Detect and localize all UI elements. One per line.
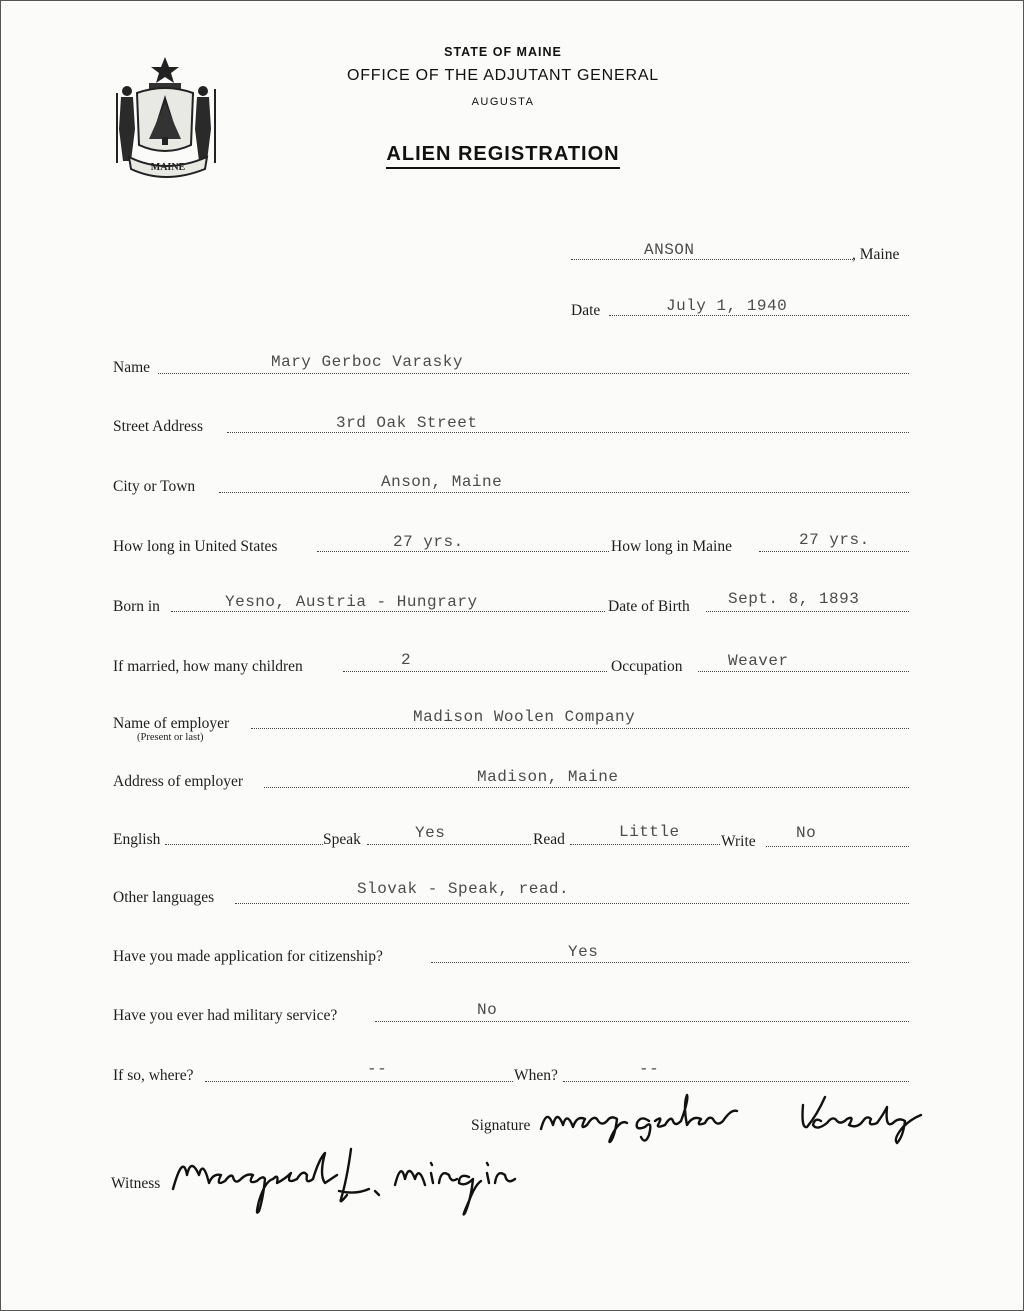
born-in-label: Born in [113, 598, 160, 615]
write-line [766, 846, 909, 847]
speak-line [367, 844, 531, 845]
when-label: When? [514, 1067, 558, 1084]
read-line [570, 844, 720, 845]
born-in-value: Yesno, Austria - Hungrary [225, 593, 478, 611]
citizenship-label: Have you made application for citizenship? [113, 948, 383, 965]
citizenship-value: Yes [568, 943, 599, 961]
read-value: Little [619, 823, 680, 841]
date-of-birth-line [706, 611, 909, 612]
speak-value: Yes [415, 824, 446, 842]
english-label: English [113, 831, 161, 848]
name-value: Mary Gerboc Varasky [271, 353, 463, 371]
svg-text:MAINE: MAINE [150, 162, 186, 173]
city-value: Anson, Maine [381, 473, 503, 491]
how-long-us-label: How long in United States [113, 538, 278, 555]
form-title: ALIEN REGISTRATION [0, 143, 1015, 166]
witness-handwriting [169, 1139, 519, 1219]
when-line [563, 1081, 909, 1082]
witness-label: Witness [111, 1175, 161, 1192]
street-value: 3rd Oak Street [336, 414, 478, 432]
state-heading: STATE OF MAINE [444, 45, 562, 59]
speak-label: Speak [323, 831, 361, 848]
city-label: City or Town [113, 478, 196, 495]
read-label: Read [533, 831, 565, 848]
how-long-us-value: 27 yrs. [393, 533, 464, 551]
children-value: 2 [401, 651, 412, 669]
write-label: Write [721, 833, 756, 850]
employer-address-label: Address of employer [113, 773, 243, 790]
signature-handwriting [537, 1085, 927, 1145]
english-line [165, 844, 323, 845]
town-line [571, 259, 853, 260]
other-languages-label: Other languages [113, 889, 215, 906]
date-line [609, 315, 909, 316]
occupation-value: Weaver [728, 652, 789, 670]
signature-label: Signature [471, 1117, 531, 1134]
where-label: If so, where? [113, 1067, 194, 1084]
name-label: Name [113, 359, 151, 376]
children-line [343, 671, 607, 672]
born-in-line [171, 611, 605, 612]
how-long-us-line [317, 551, 609, 552]
citizenship-line [431, 962, 909, 963]
occupation-line [698, 671, 909, 672]
employer-value: Madison Woolen Company [413, 708, 636, 726]
office-heading: OFFICE OF THE ADJUTANT GENERAL [346, 67, 660, 84]
date-value: July 1, 1940 [666, 297, 788, 315]
other-languages-value: Slovak - Speak, read. [357, 880, 570, 898]
employer-line [251, 728, 909, 729]
town-value: ANSON [644, 241, 695, 259]
how-long-maine-line [759, 551, 909, 552]
occupation-label: Occupation [611, 658, 683, 675]
other-languages-line [235, 903, 909, 904]
children-label: If married, how many children [113, 658, 303, 675]
employer-address-line [264, 787, 909, 788]
where-value: -- [367, 1060, 388, 1078]
name-line [158, 373, 909, 374]
how-long-maine-label: How long in Maine [611, 538, 732, 555]
when-value: -- [639, 1060, 660, 1078]
military-line [375, 1021, 909, 1022]
write-value: No [796, 824, 817, 842]
date-of-birth-label: Date of Birth [608, 598, 690, 615]
date-label: Date [571, 302, 601, 319]
employer-label: Name of employer [113, 715, 230, 732]
town-suffix: , Maine [852, 246, 900, 263]
where-line [205, 1081, 513, 1082]
military-label: Have you ever had military service? [113, 1007, 338, 1024]
employer-address-value: Madison, Maine [477, 768, 619, 786]
date-of-birth-value: Sept. 8, 1893 [728, 590, 860, 608]
employer-sublabel: (Present or last) [137, 732, 204, 743]
street-label: Street Address [113, 418, 203, 435]
how-long-maine-value: 27 yrs. [799, 531, 870, 549]
city-heading: AUGUSTA [471, 96, 535, 108]
street-line [227, 432, 909, 433]
city-line [219, 492, 909, 493]
military-value: No [477, 1001, 498, 1019]
